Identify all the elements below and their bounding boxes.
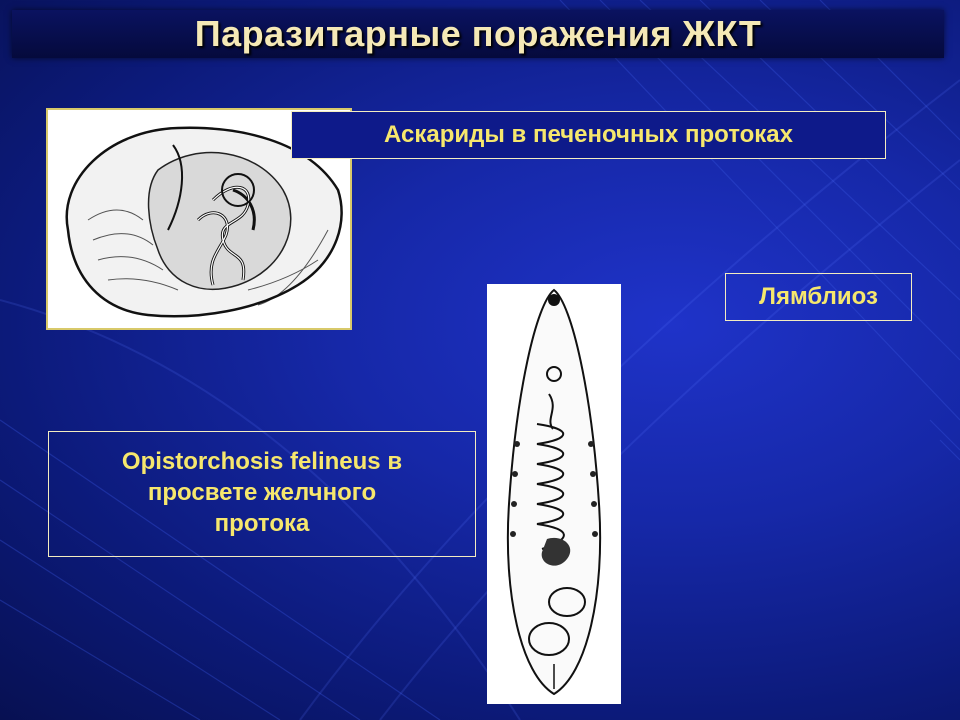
ascaris-caption-text: Аскариды в печеночных протоках xyxy=(383,121,793,148)
slide-title: Паразитарные поражения ЖКТ xyxy=(194,13,762,54)
ascaris-caption xyxy=(291,111,886,159)
opisthorchis-caption-line3: протока xyxy=(214,510,310,537)
fluke-illustration-icon xyxy=(487,284,621,704)
opisthorchis-caption-line2: просвете желчного xyxy=(147,479,377,506)
title-bar xyxy=(12,10,944,58)
opisthorchis-fluke-image xyxy=(487,284,621,704)
giardia-caption-text: Лямблиоз xyxy=(759,283,878,310)
opisthorchis-caption xyxy=(48,431,476,557)
opisthorchis-caption-line1: Opistorchosis felineus в xyxy=(121,448,403,475)
giardia-caption xyxy=(725,273,912,321)
